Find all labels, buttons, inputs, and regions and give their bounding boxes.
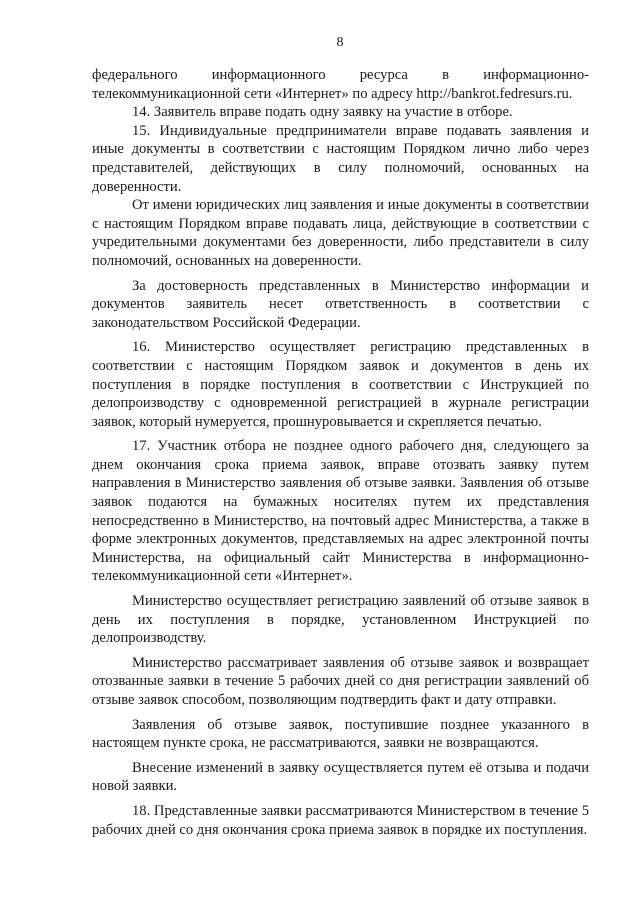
paragraph-17-late: Заявления об отзыве заявок, поступившие позднее указанного в настоящем пункте срока, не рассматриваются, заявки не возвращаются. (92, 716, 589, 752)
paragraph-14: 14. Заявитель вправе подать одну заявку на участие в отборе. (132, 104, 513, 121)
paragraph-18: 18. Представленные заявки рассматриваются Министерством в течение 5 рабочих дней со дня окончания срока приема заявок в порядке их поступления. (92, 802, 589, 838)
document-body (92, 66, 589, 839)
paragraph-17-review: Министерство рассматривает заявления об отзыве заявок и возвращает отозванные заявки в течение 5 рабочих дней со дня регистрации заявлений об отзыве заявок способом, позволяющим подтвердить факт и дату отправки. (92, 654, 589, 708)
paragraph-15-legal-entities: От имени юридических лиц заявления и иные документы в соответствии с настоящим Порядком вправе подавать лица, действующие в соответствии с учредительными документами без доверенности, либо представители в силу полномочий, основанных на доверенности. (92, 197, 589, 269)
paragraph-17-registration: Министерство осуществляет регистрацию заявлений об отзыве заявок в день их поступления в порядке, установленном Инструкцией по делопроизводству. (92, 593, 589, 647)
page-number: 8 (336, 35, 344, 50)
paragraph-16: 16. Министерство осуществляет регистрацию представленных в соответствии с настоящим Порядком заявок и документов в день их поступления в порядке поступления в соответствии с Инструкцией по делопроизводству с одновременной регистрацией в журнале регистрации заявок, который нумеруется, прошнуровывается и скрепляется печатью. (92, 339, 589, 430)
paragraph-17: 17. Участник отбора не позднее одного рабочего дня, следующего за днем окончания срока приема заявок, вправе отозвать заявку путем направления в Министерство заявления об отзыве заявки. Заявления об отзыве заявок подаются на бумажных носителях путем их представления непосредственно в Министерство, на почтовый адрес Министерства, а также в форме электронных документов, представляемых на адрес электронной почты Министерства, на официальный сайт Министерства в информационно-телекоммуникационной сети «Интернет». (92, 438, 589, 585)
paragraph-15-reliability: За достоверность представленных в Министерство информации и документов заявитель несет ответственность в соответствии с законодательством Российской Федерации. (92, 277, 589, 331)
paragraph-17-changes: Внесение изменений в заявку осуществляется путем её отзыва и подачи новой заявки. (92, 759, 589, 795)
paragraph-continuation: федерального информационного ресурса в информационно-телекоммуникационной сети «Интернет» по адресу http://bankrot.fedresurs.ru. (92, 67, 589, 102)
paragraph-15: 15. Индивидуальные предприниматели вправе подавать заявления и иные документы в соответствии с настоящим Порядком лично либо через представителей, действующих в силу полномочий, основанных на доверенности. (92, 122, 589, 195)
